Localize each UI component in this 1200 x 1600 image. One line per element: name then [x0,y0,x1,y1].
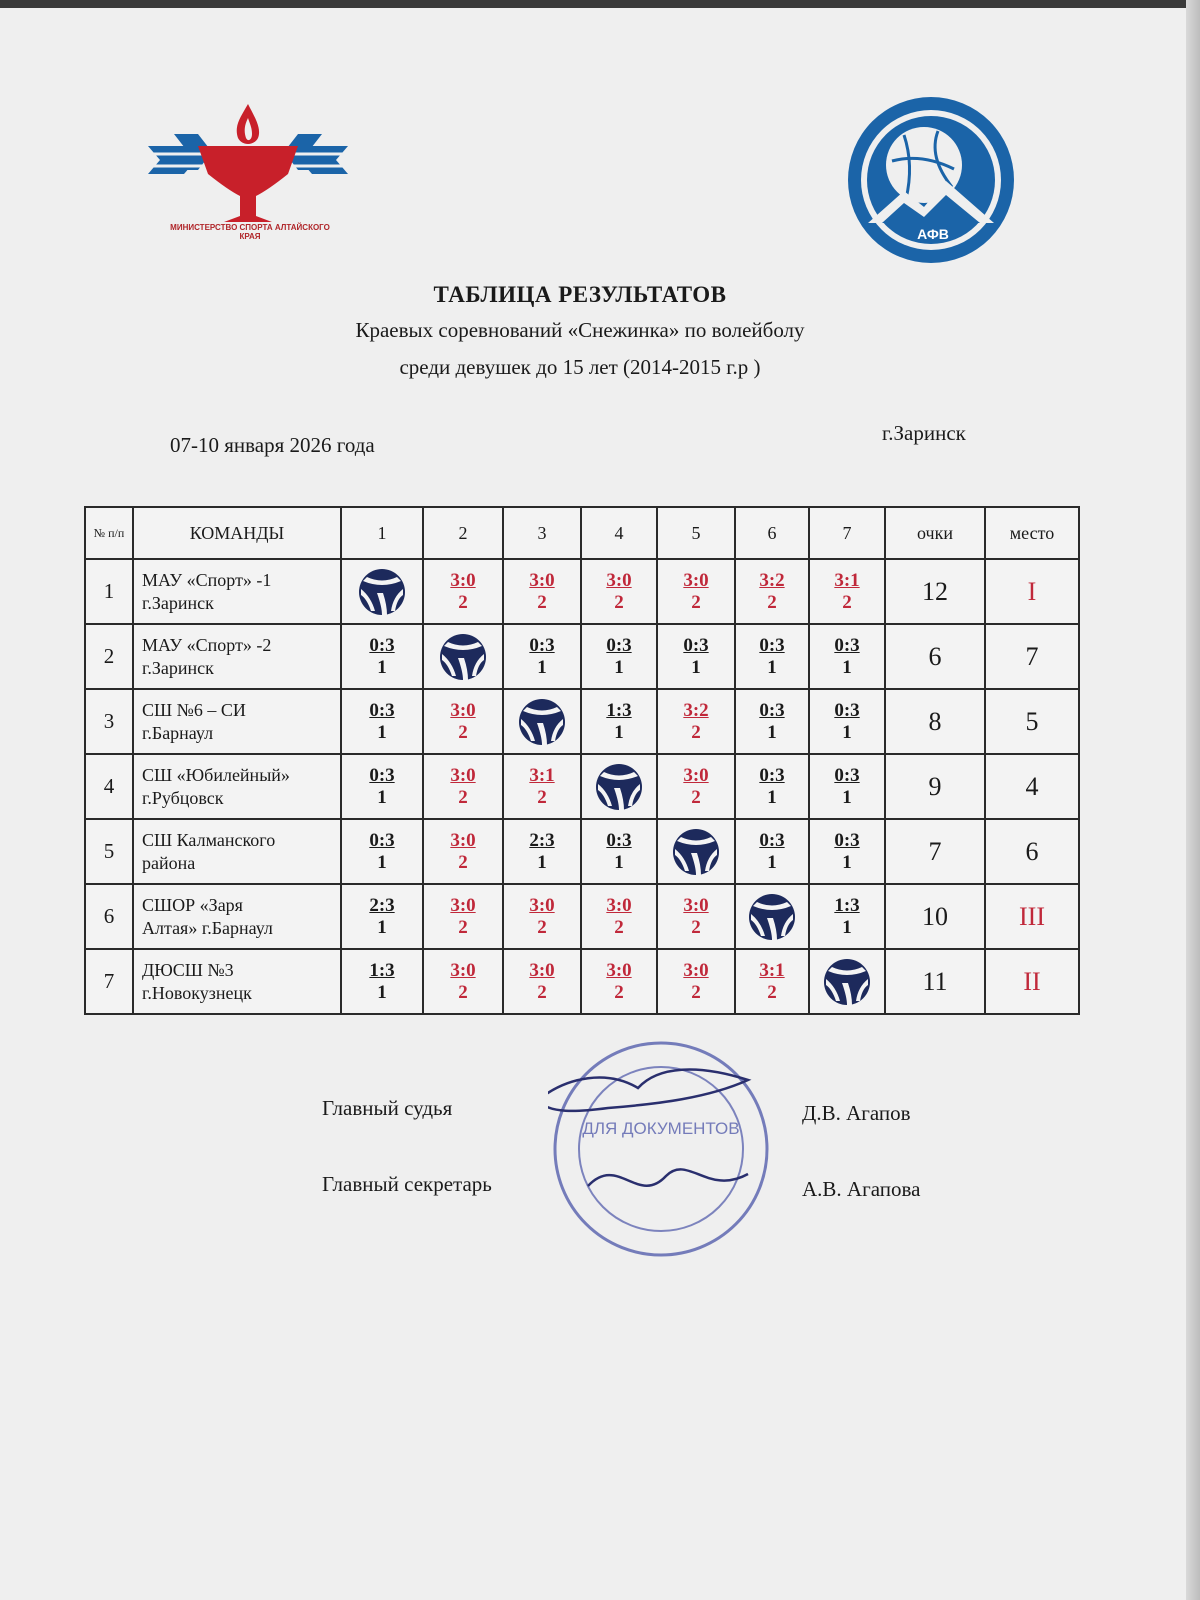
match-score: 0:3 [759,764,785,786]
match-points: 2 [767,591,777,613]
match-result-cell [341,884,423,949]
team-name-line1: СШОР «Заря [142,894,243,915]
team-points: 12 [885,559,985,624]
team-name-cell [133,819,341,884]
match-score: 3:0 [683,569,709,591]
match-points: 2 [691,786,701,808]
match-score: 0:3 [369,764,395,786]
match-points: 1 [377,916,387,938]
row-number: 4 [85,754,133,819]
match-points: 2 [458,981,468,1003]
match-points: 1 [842,656,852,678]
match-score: 3:0 [683,894,709,916]
self-match-cell [503,689,581,754]
match-points: 2 [691,591,701,613]
team-name-cell [133,754,341,819]
match-result-cell [503,624,581,689]
team-place: 6 [985,819,1079,884]
match-result-cell [809,819,885,884]
match-score: 3:0 [606,959,632,981]
team-name-cell [133,624,341,689]
table-body [85,559,1079,1014]
match-result-cell [503,754,581,819]
match-result-cell [423,559,503,624]
match-score: 3:2 [683,699,709,721]
match-points: 1 [377,721,387,743]
table-row [85,754,1079,819]
match-points: 1 [842,916,852,938]
match-score: 0:3 [683,634,709,656]
team-place: 5 [985,689,1079,754]
match-result-cell [657,624,735,689]
team-points: 9 [885,754,985,819]
match-result-cell [423,949,503,1014]
team-name-line1: МАУ «Спорт» -2 [142,634,272,655]
match-result-cell [581,949,657,1014]
match-result-cell [657,949,735,1014]
match-score: 3:0 [606,894,632,916]
official-stamp [548,1036,774,1262]
match-points: 1 [614,656,624,678]
team-name-line2: г.Заринск [142,592,214,613]
match-score: 0:3 [759,699,785,721]
match-score: 3:0 [529,569,555,591]
match-result-cell [423,819,503,884]
match-score: 3:0 [450,699,476,721]
table-row [85,884,1079,949]
match-score: 3:0 [683,764,709,786]
stamp-text: ДЛЯ ДОКУМЕНТОВ [582,1119,740,1138]
team-name-cell [133,884,341,949]
judge-name: Д.В. Агапов [802,1101,911,1125]
results-table [84,506,1080,1015]
row-number: 1 [85,559,133,624]
match-score: 3:0 [606,569,632,591]
match-score: 1:3 [834,894,860,916]
match-points: 1 [842,721,852,743]
match-points: 1 [842,786,852,808]
match-score: 3:2 [759,569,785,591]
team-name-line1: МАУ «Спорт» -1 [142,569,272,590]
volleyball-icon [438,632,488,682]
self-match-cell [809,949,885,1014]
match-score: 3:1 [834,569,860,591]
row-number: 3 [85,689,133,754]
document-title: ТАБЛИЦА РЕЗУЛЬТАТОВ [433,282,727,307]
volleyball-icon [671,827,721,877]
match-points: 2 [767,981,777,1003]
match-points: 1 [614,851,624,873]
match-score: 3:0 [450,764,476,786]
table-header-row [85,507,1079,559]
team-name-line2: г.Новокузнецк [142,982,252,1003]
match-score: 3:0 [450,829,476,851]
match-result-cell [423,689,503,754]
secretary-label: Главный секретарь [322,1172,492,1196]
match-points: 2 [537,786,547,808]
match-score: 0:3 [834,634,860,656]
volleyball-icon [747,892,797,942]
match-score: 0:3 [834,699,860,721]
match-result-cell [735,559,809,624]
team-name-line2: Алтая» г.Барнаул [142,917,273,938]
match-result-cell [735,754,809,819]
match-result-cell [503,949,581,1014]
team-name-cell [133,559,341,624]
match-points: 1 [537,656,547,678]
match-points: 1 [767,786,777,808]
match-result-cell [423,754,503,819]
match-result-cell [657,689,735,754]
header-opponent-5: 5 [657,507,735,559]
document-subtitle-1: Краевых соревнований «Снежинка» по волейболу [355,318,805,342]
row-number: 5 [85,819,133,884]
team-place: 4 [985,754,1079,819]
team-name-line2: г.Заринск [142,657,214,678]
header-opponent-4: 4 [581,507,657,559]
match-result-cell [809,884,885,949]
match-result-cell [503,819,581,884]
match-score: 0:3 [759,634,785,656]
self-match-cell [581,754,657,819]
team-name-line2: г.Рубцовск [142,787,224,808]
table-row [85,949,1079,1014]
match-result-cell [809,689,885,754]
match-result-cell [809,559,885,624]
header-opponent-6: 6 [735,507,809,559]
match-points: 2 [458,786,468,808]
match-result-cell [341,624,423,689]
team-name-line1: СШ «Юбилейный» [142,764,290,785]
match-points: 2 [537,916,547,938]
judge-label: Главный судья [322,1096,453,1120]
header-opponent-2: 2 [423,507,503,559]
team-place: II [985,949,1079,1014]
match-points: 2 [614,591,624,613]
table-row [85,559,1079,624]
team-name-cell [133,689,341,754]
match-result-cell [503,884,581,949]
match-points: 1 [377,656,387,678]
match-points: 1 [767,851,777,873]
team-place: 7 [985,624,1079,689]
team-name-line1: ДЮСШ №3 [142,959,234,980]
match-result-cell [341,689,423,754]
header-points: очки [885,507,985,559]
volleyball-icon [357,567,407,617]
match-result-cell [581,559,657,624]
match-points: 2 [614,916,624,938]
match-points: 1 [377,981,387,1003]
document-subtitle-2: среди девушек до 15 лет (2014-2015 г.р ) [399,355,761,379]
match-result-cell [503,559,581,624]
header-opponent-1: 1 [341,507,423,559]
match-score: 0:3 [529,634,555,656]
team-name-line2: района [142,852,196,873]
photo-edge-top [0,0,1200,8]
team-name-line1: СШ Калманского [142,829,276,850]
photo-edge-right [1186,0,1200,1600]
header-place: место [985,507,1079,559]
match-result-cell [657,754,735,819]
team-points: 11 [885,949,985,1014]
header-opponent-7: 7 [809,507,885,559]
match-points: 2 [458,916,468,938]
match-result-cell [657,884,735,949]
team-place: III [985,884,1079,949]
row-number: 6 [85,884,133,949]
match-result-cell [581,884,657,949]
competition-date: 07-10 января 2026 года [170,433,375,457]
match-score: 3:0 [450,959,476,981]
match-score: 0:3 [834,829,860,851]
team-points: 6 [885,624,985,689]
match-points: 2 [842,591,852,613]
match-points: 1 [614,721,624,743]
match-score: 3:1 [759,959,785,981]
match-result-cell [341,754,423,819]
match-score: 0:3 [369,829,395,851]
secretary-signature [588,1169,748,1186]
match-points: 2 [537,981,547,1003]
match-points: 1 [691,656,701,678]
match-points: 2 [691,916,701,938]
match-points: 2 [614,981,624,1003]
match-points: 2 [691,981,701,1003]
match-result-cell [581,624,657,689]
header-teams: КОМАНДЫ [133,507,341,559]
match-score: 0:3 [369,699,395,721]
match-result-cell [735,624,809,689]
header-opponent-3: 3 [503,507,581,559]
self-match-cell [341,559,423,624]
match-result-cell [735,949,809,1014]
volleyball-icon [517,697,567,747]
match-score: 1:3 [369,959,395,981]
volleyball-icon [594,762,644,812]
match-score: 0:3 [759,829,785,851]
row-number: 2 [85,624,133,689]
match-result-cell [735,689,809,754]
match-result-cell [581,819,657,884]
match-points: 2 [458,851,468,873]
match-result-cell [809,624,885,689]
match-result-cell [341,819,423,884]
match-points: 2 [458,721,468,743]
match-score: 3:0 [529,959,555,981]
team-points: 8 [885,689,985,754]
self-match-cell [657,819,735,884]
team-place: I [985,559,1079,624]
match-result-cell [735,819,809,884]
match-points: 1 [377,851,387,873]
match-score: 2:3 [529,829,555,851]
match-result-cell [423,884,503,949]
match-score: 3:0 [450,894,476,916]
match-points: 1 [767,656,777,678]
match-score: 0:3 [606,634,632,656]
team-name-line2: г.Барнаул [142,722,214,743]
match-points: 1 [377,786,387,808]
match-points: 2 [691,721,701,743]
volleyball-icon [822,957,872,1007]
match-score: 0:3 [834,764,860,786]
match-score: 3:0 [683,959,709,981]
table-row [85,689,1079,754]
afv-logo-text: АФВ [917,226,949,242]
match-score: 2:3 [369,894,395,916]
self-match-cell [423,624,503,689]
team-name-line1: СШ №6 – СИ [142,699,246,720]
table-row [85,819,1079,884]
match-result-cell [809,754,885,819]
secretary-name: А.В. Агапова [802,1177,921,1201]
team-points: 7 [885,819,985,884]
match-points: 1 [537,851,547,873]
match-points: 2 [458,591,468,613]
self-match-cell [735,884,809,949]
match-result-cell [341,949,423,1014]
match-score: 3:0 [529,894,555,916]
match-score: 0:3 [606,829,632,851]
match-score: 1:3 [606,699,632,721]
match-score: 0:3 [369,634,395,656]
match-result-cell [581,689,657,754]
match-score: 3:1 [529,764,555,786]
match-points: 1 [842,851,852,873]
table-row [85,624,1079,689]
match-result-cell [657,559,735,624]
header-num: № п/п [85,507,133,559]
match-points: 2 [537,591,547,613]
ministry-logo-text: МИНИСТЕРСТВО СПОРТА АЛТАЙСКОГО КРАЯ [170,223,330,241]
match-score: 3:0 [450,569,476,591]
match-points: 1 [767,721,777,743]
team-points: 10 [885,884,985,949]
team-name-cell [133,949,341,1014]
competition-city: г.Заринск [882,421,966,445]
row-number: 7 [85,949,133,1014]
judge-signature [548,1070,748,1111]
